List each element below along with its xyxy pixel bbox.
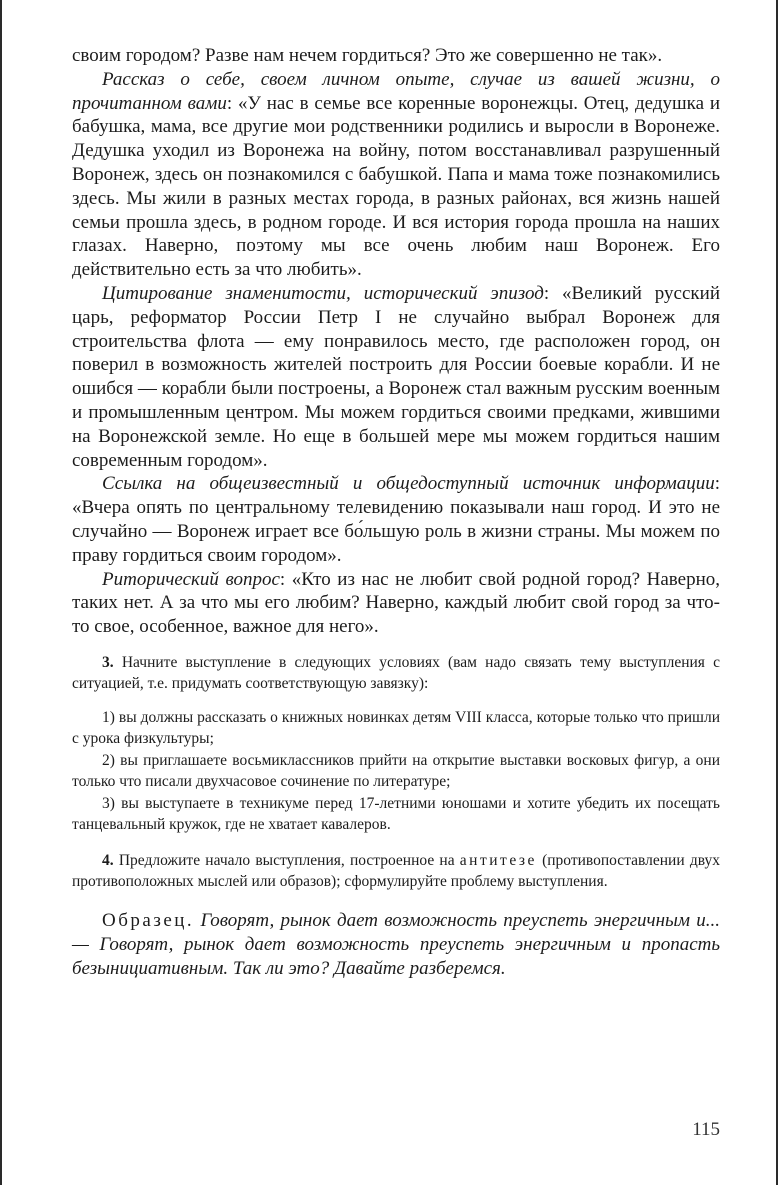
- list-item: 3) вы выступаете в техникуме перед 17-летними юношами и хотите убедить их посещать танцевальный кружок, где не хватает кавалеров.: [72, 794, 720, 834]
- paragraph-lead: Риторический вопрос: [102, 568, 280, 590]
- task-number: 3.: [102, 653, 114, 671]
- page-number: 115: [692, 1119, 720, 1140]
- paragraph-lead: Цитирование знаменитости, исторический эпизод: [102, 282, 544, 304]
- task-text: Начните выступление в следующих условиях (вам надо связать тему выступления с ситуацией, т.е. придумать соответствующую завязку):: [72, 653, 720, 693]
- page-body: [72, 44, 720, 980]
- sample-label: Образец.: [102, 909, 195, 931]
- task-3-options: [72, 707, 720, 836]
- scan-edge-left: [0, 0, 2, 1185]
- paragraph-citation: [72, 282, 720, 472]
- paragraph-separator: :: [279, 568, 292, 590]
- paragraph-source-reference: [72, 472, 720, 567]
- paragraph-rhetorical-question: [72, 568, 720, 639]
- paragraph-text: «Вчера опять по центральному телевидению показывали наш город. И это не случайно — Воронеж играет все бо́льшую роль в жизни страны. Мы можем по праву гордиться своим городом».: [72, 497, 720, 566]
- paragraph-separator: :: [714, 473, 720, 495]
- sample-paragraph: [72, 909, 720, 980]
- paragraph-lead: Ссылка на общеизвестный и общедоступный источник информации: [102, 473, 715, 495]
- task-3: [72, 652, 720, 695]
- list-item: 1) вы должны рассказать о книжных новинках детям VIII класса, которые только что пришли с урока физкультуры;: [72, 708, 720, 748]
- sample-text: Говорят, рынок дает возможность преуспеть энергичным и... — Говорят, рынок дает возможность преуспеть энергичным и пропасть безынициативным. Так ли это? Давайте разберемся.: [72, 909, 721, 979]
- paragraph-text: «У нас в семье все коренные воронежцы. Отец, дедушка и бабушка, мама, все другие мои родственники родились и выросли в Воронеже. Дедушка уходил из Воронежа на войну, потом восстанавливал разрушенный Воронеж, здесь он познакомился с бабушкой. Папа и мама тоже познакомились здесь. Мы жили в разных местах города, в разных районах, вся жизнь нашей семьи прошла здесь, в родном городе. И вся история города прошла на наших глазах. Наверно, поэтому мы все очень любим наш Воронеж. Его действительно есть за что любить».: [72, 92, 720, 281]
- task-4: [72, 850, 720, 893]
- list-item: 2) вы приглашаете восьмиклассников прийти на открытие выставки восковых фигур, а они только что писали двухчасовое сочинение по литературе;: [72, 751, 720, 791]
- paragraph-text: «Великий русский царь, реформатор России Петр I не случайно выбрал Воронеж для строительства флота — ему понравилось место, где расположен город, он поверил в возможность жителей построить для России боевые корабли. И не ошибся — корабли были построены, а Воронеж стал важным русским военным и промышленным центром. Мы можем гордиться своими предками, жившими на Воронежской земле. Но еще в большей мере мы можем гордиться нашим современным городом».: [72, 282, 720, 471]
- task-text-after: (противопоставлении двух противоположных мыслей или образов); сформулируйте проблему выступления.: [72, 851, 721, 891]
- paragraph-text: «Кто из нас не любит свой родной город? Наверно, таких нет. А за что мы его любим? Наверно, каждый любит свой город за что-то свое, особенное, важное для него».: [72, 568, 720, 638]
- paragraph-separator: :: [543, 282, 563, 304]
- task-term: антитезе: [459, 851, 537, 869]
- paragraph-personal-story: [72, 68, 720, 282]
- task-number: 4.: [102, 851, 114, 869]
- continuation-paragraph: своим городом? Разве нам нечем гордиться? Это же совершенно не так».: [72, 45, 663, 66]
- paragraph-separator: :: [226, 92, 238, 114]
- task-text-before: Предложите начало выступления, построенное на: [118, 851, 455, 869]
- paragraph-lead: Рассказ о себе, своем личном опыте, случае из вашей жизни, о прочитанном вами: [72, 68, 720, 114]
